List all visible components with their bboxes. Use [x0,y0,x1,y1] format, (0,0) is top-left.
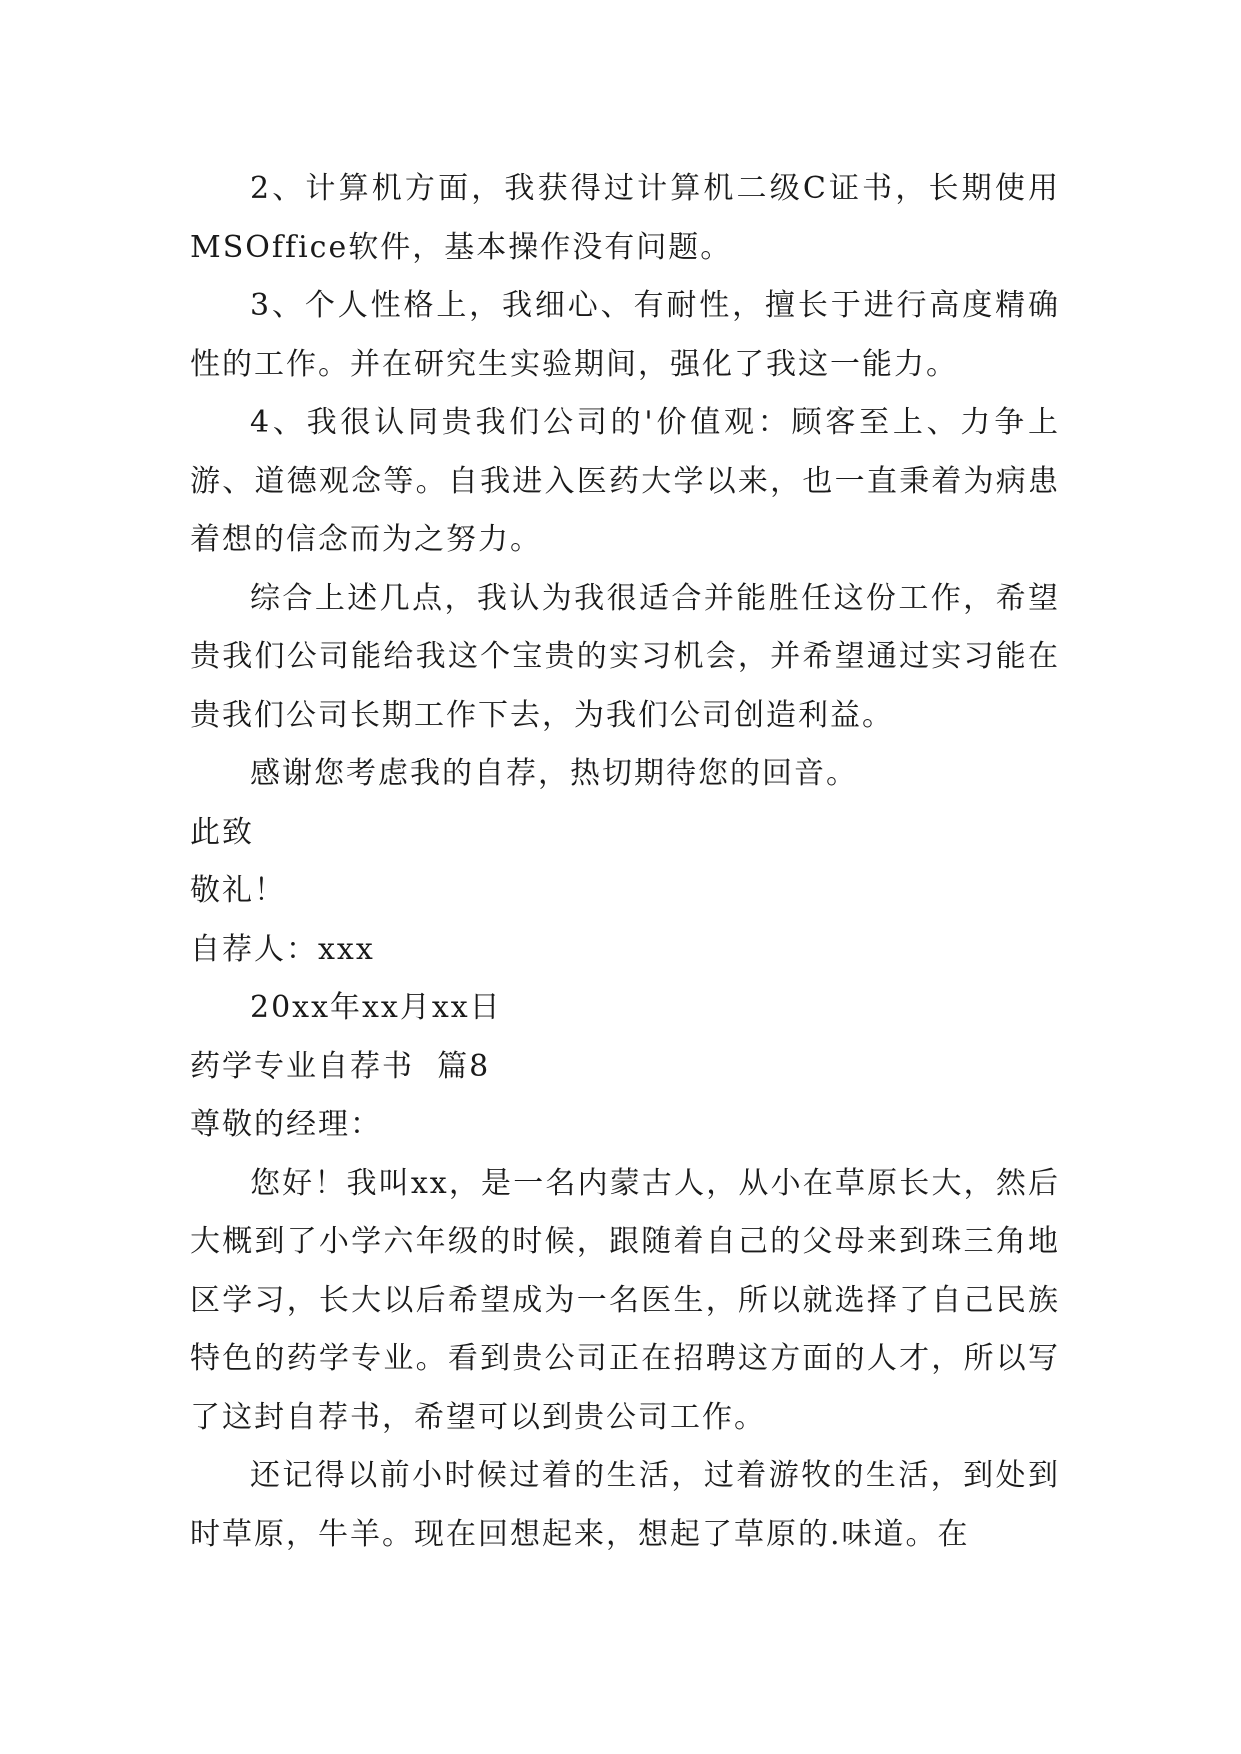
greeting-line: 尊敬的经理： [190,1107,382,1142]
paragraph-summary: 综合上述几点，我认为我很适合并能胜任这份工作，希望贵我们公司能给我这个宝贵的实习机会，并希望通过实习能在贵我们公司长期工作下去，为我们公司创造利益。 [190,580,1060,733]
closing-salute-1: 此致 [190,814,254,850]
section-title: 药学专业自荐书 篇8 [190,1048,491,1084]
paragraph-personality: 3、个人性格上，我细心、有耐性，擅长于进行高度精确性的工作。并在研究生实验期间，强化了我这一能力。 [190,288,1060,382]
paragraph-thanks: 感谢您考虑我的自荐，热切期待您的回音。 [250,756,858,791]
closing-salute-2: 敬礼！ [190,873,286,908]
signer-line: 自荐人：xxx [190,931,375,967]
paragraph-values: 4、我很认同贵我们公司的'价值观：顾客至上、力争上游、道德观念等。自我进入医药大学以来，也一直秉着为病患着想的信念而为之努力。 [190,405,1060,557]
date-line: 20xx年xx月xx日 [250,990,502,1025]
document-body [190,160,1060,1564]
paragraph-childhood: 还记得以前小时候过着的生活，过着游牧的生活，到处到时草原，牛羊。现在回想起来，想起了草原的.味道。在 [190,1458,1060,1552]
paragraph-computer-skills: 2、计算机方面，我获得过计算机二级C证书，长期使用MSOffice软件，基本操作没有问题。 [190,171,1060,265]
paragraph-introduction: 您好！我叫xx，是一名内蒙古人，从小在草原长大，然后大概到了小学六年级的时候，跟随着自己的父母来到珠三角地区学习，长大以后希望成为一名医生，所以就选择了自己民族特色的药学专业。看到贵公司正在招聘这方面的人才，所以写了这封自荐书，希望可以到贵公司工作。 [190,1165,1060,1435]
